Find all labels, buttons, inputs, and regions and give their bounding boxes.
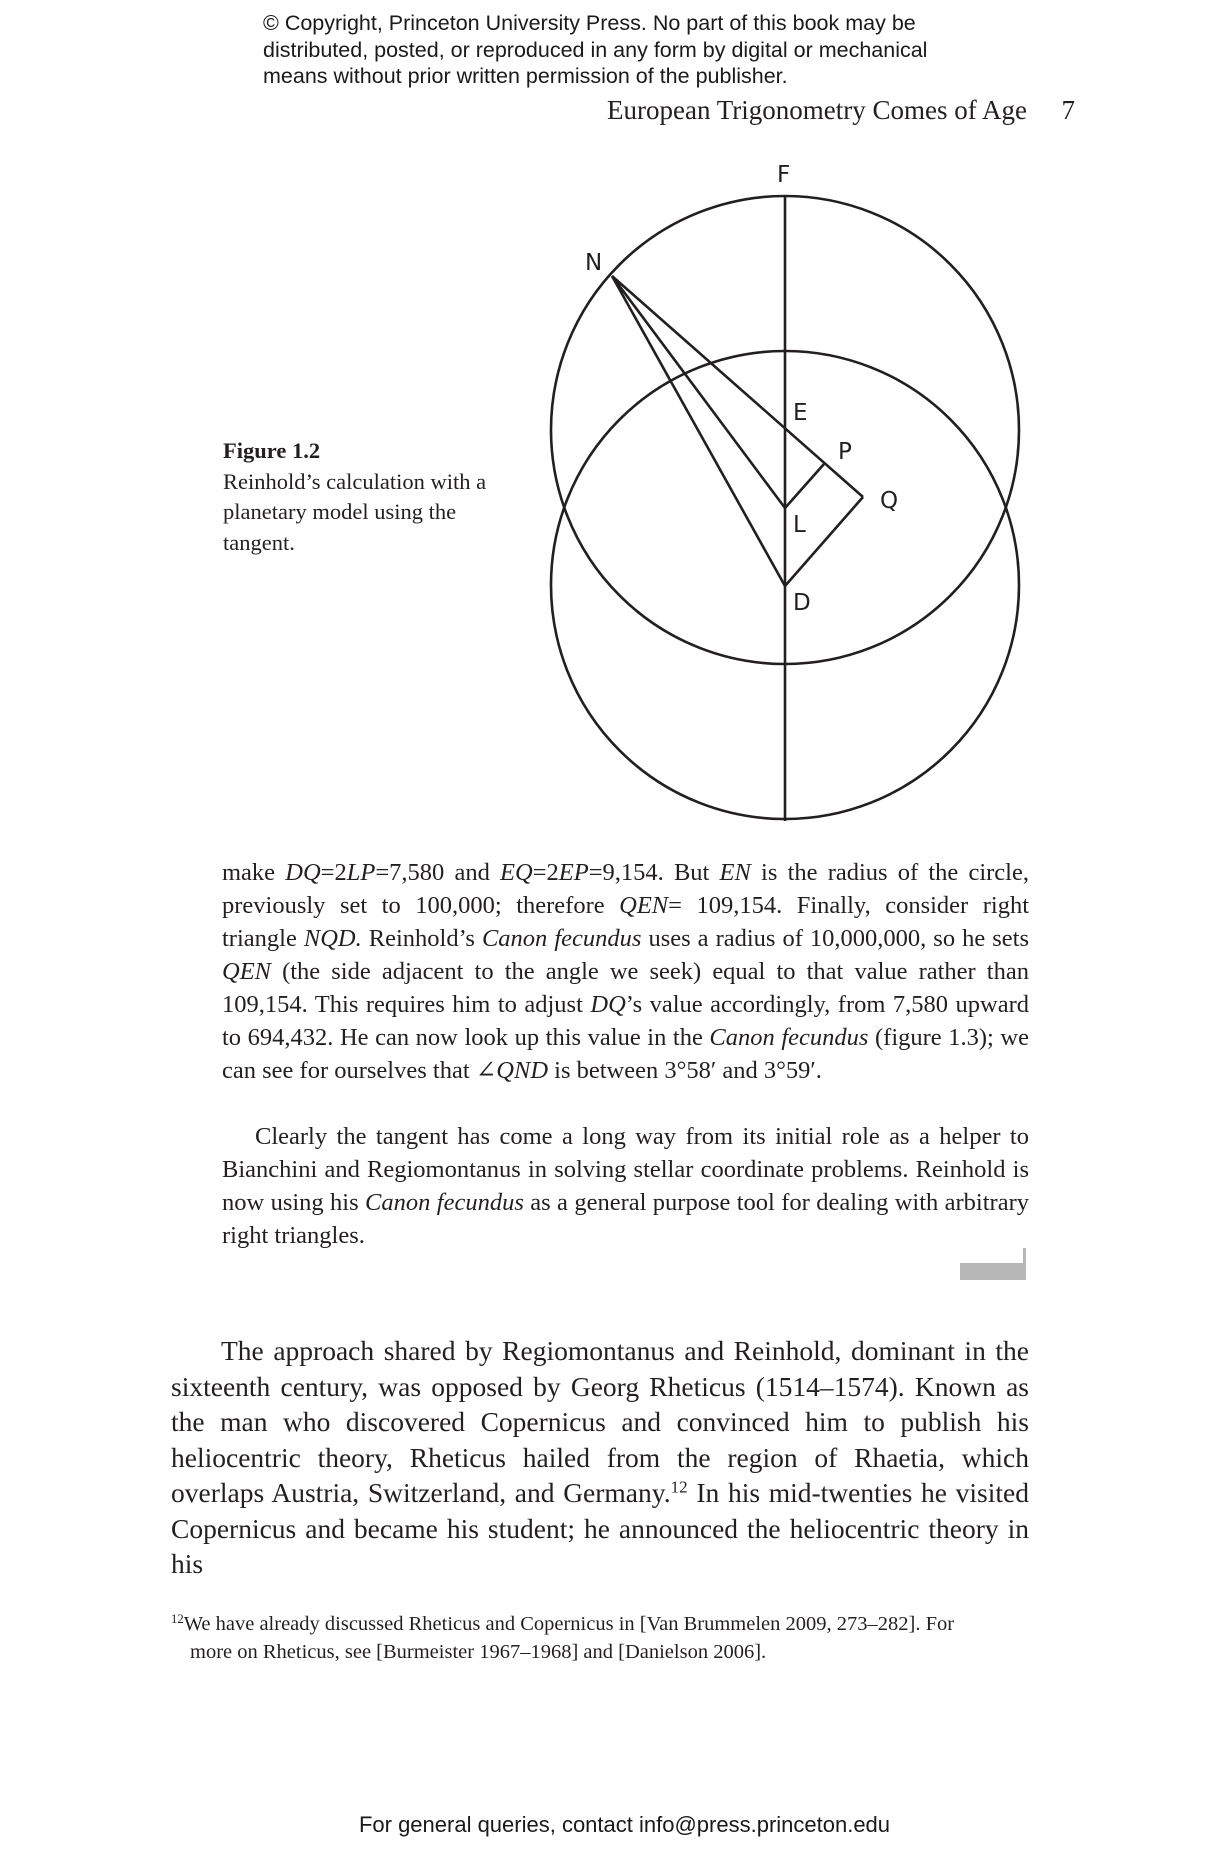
text-run: In his mid-twenties he visited Copernicus and became his student; he announced the heliocentric theory in his — [171, 1477, 1029, 1579]
copyright-line: means without prior written permission of the publisher. — [263, 64, 788, 88]
copyright-line: © Copyright, Princeton University Press. No part of this book may be — [263, 11, 916, 35]
footnote-text: We have already discussed Rheticus and Copernicus in [Van Brummelen 2009, 273–282]. For — [183, 1613, 955, 1635]
text-run: Clearly the tangent has come a long way from its initial role as a helper to Bianchini and Regiomontanus in solving stellar coordinate problems. Reinhold is now using his — [222, 1123, 1029, 1216]
text-run: (figure 1.3); we can see for ourselves that — [222, 1024, 1029, 1084]
copyright-line: distributed, posted, or reproduced in any form by digital or mechanical — [263, 37, 928, 62]
line-ND — [612, 276, 785, 586]
label-Q: Q — [880, 488, 899, 514]
text-run: (the side adjacent to the angle we seek) equal to that value rather than 109,154. This requires him to adjust — [222, 958, 1029, 1018]
text-run: =2 — [320, 859, 347, 886]
text-run: = 109,154. Finally, consider right triangle — [222, 892, 1030, 952]
footnote-reference[interactable]: 12 — [670, 1477, 688, 1497]
math-term: ∠QND — [475, 1057, 549, 1084]
text-run: =2 — [532, 859, 559, 886]
copyright-notice — [263, 10, 983, 90]
line-NL — [612, 276, 785, 508]
text-run: make — [222, 859, 286, 886]
text-run: ’s value accordingly, from 7,580 upward to 694,432. He can now look up this value in the — [222, 991, 1029, 1051]
text-run: =7,580 and — [375, 859, 501, 886]
book-title: Canon fecundus — [709, 1024, 869, 1051]
math-term: LP — [346, 859, 376, 886]
label-N: N — [585, 250, 603, 276]
figure-caption-title: Figure 1.2 — [223, 438, 321, 463]
line-LP — [785, 464, 824, 508]
line-DQ — [785, 497, 863, 586]
footnote-line-cont: more on Rheticus, see [Burmeister 1967–1968] and [Danielson 2006]. — [190, 1641, 767, 1663]
text-run: is between 3°58′ and 3°59′. — [548, 1057, 822, 1084]
label-E: E — [793, 400, 808, 426]
book-title: Canon fecundus — [365, 1189, 524, 1216]
book-title: Canon fecundus — [481, 925, 642, 952]
math-term: QEN — [619, 892, 669, 919]
math-term: EN — [719, 859, 751, 886]
label-L: L — [793, 512, 806, 538]
math-term: EP — [558, 859, 589, 886]
math-term: DQ — [590, 991, 626, 1018]
math-term: DQ — [285, 859, 321, 886]
planetary-model-diagram — [540, 150, 1040, 850]
page-number: 7 — [1061, 95, 1075, 125]
math-term: EQ — [500, 859, 533, 886]
figure-caption — [223, 436, 513, 558]
line-NQ — [612, 276, 863, 497]
text-run: The approach shared by Regiomontanus and Reinhold, dominant in the sixteenth century, was opposed by Georg Rheticus (1514–1574). Known as the man who discovered Copernicus and convinced him to publish his heliocentric theory, Rheticus hailed from the region of Rhaetia, which overlaps Austria, Switzerland, and Germany. — [171, 1335, 1029, 1508]
footnote-line — [171, 1613, 954, 1635]
label-F: F — [777, 162, 791, 188]
text-run: uses a radius of 10,000,000, so he sets — [641, 925, 1030, 952]
figure-1-2 — [540, 150, 1040, 850]
contact-line: For general queries, contact info@press.princeton.edu — [358, 1812, 891, 1837]
section-break-bar — [960, 1263, 1026, 1280]
section-break-marker — [960, 1248, 1026, 1284]
math-term: QEN — [222, 958, 271, 985]
footnote — [171, 1610, 1029, 1666]
running-title: European Trigonometry Comes of Age — [607, 95, 1027, 125]
text-run: Reinhold’s — [361, 925, 482, 952]
body-paragraph — [222, 856, 1029, 1087]
page-footer — [0, 1812, 1225, 1838]
body-paragraph — [171, 1333, 1029, 1582]
label-D: D — [793, 590, 811, 616]
math-term: NQD. — [303, 925, 362, 952]
text-run: is the radius of the circle, previously set to 100,000; therefore — [222, 859, 1029, 919]
text-run: =9,154. But — [588, 859, 720, 886]
body-paragraph — [222, 1120, 1029, 1252]
footnote-number: 12 — [171, 1612, 184, 1627]
label-P: P — [838, 439, 852, 465]
text-run: as a general purpose tool for dealing with arbitrary right triangles. — [222, 1189, 1029, 1249]
figure-caption-text: Reinhold’s calculation with a planetary model using the tangent. — [223, 468, 487, 555]
section-break-tick — [1023, 1248, 1026, 1270]
